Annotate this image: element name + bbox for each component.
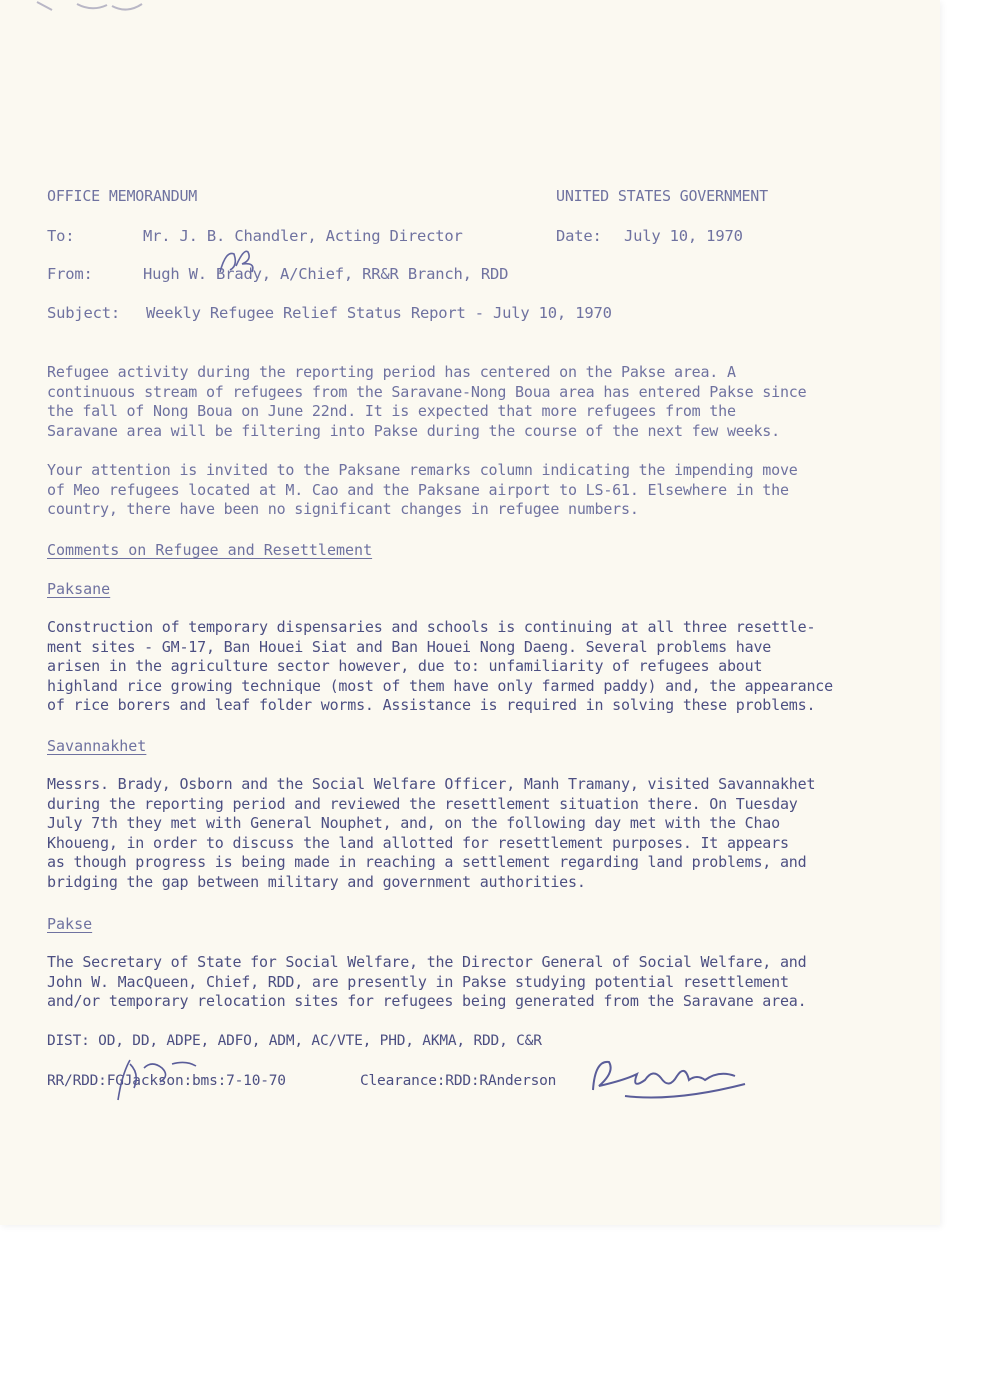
from-value: Hugh W. Brady, A/Chief, RR&R Branch, RDD — [143, 265, 509, 283]
text-line: bridging the gap between military and government authorities. — [47, 872, 586, 891]
text-line: continuous stream of refugees from the Saravane-Nong Boua area has entered Pakse since — [47, 382, 807, 401]
text-line: country, there have been no significant changes in refugee numbers. — [47, 500, 639, 519]
agency-label: UNITED STATES GOVERNMENT — [556, 187, 768, 205]
date-value: July 10, 1970 — [624, 227, 743, 245]
paragraph-attention — [47, 461, 917, 520]
savannakhet-heading: Savannakhet — [47, 737, 147, 755]
text-line: July 7th they met with General Nouphet, and, on the following day met with the Chao — [47, 814, 780, 833]
text-line: the fall of Nong Boua on June 22nd. It is expected that more refugees from the — [47, 402, 736, 421]
text-line: The Secretary of State for Social Welfare, the Director General of Social Welfare, and — [47, 953, 807, 971]
text-line: Your attention is invited to the Paksane remarks column indicating the impending move — [47, 461, 798, 479]
subject-label: Subject: — [47, 304, 121, 322]
text-line: Saravane area will be filtering into Pakse during the course of the next few weeks. — [47, 421, 780, 440]
to-value: Mr. J. B. Chandler, Acting Director — [143, 227, 463, 245]
text-line: Construction of temporary dispensaries and schools is continuing at all three resettle- — [47, 618, 816, 636]
date-label: Date: — [556, 227, 602, 245]
from-label: From: — [47, 265, 93, 283]
paragraph-pakse — [47, 953, 917, 1012]
text-line: arisen in the agriculture sector however, due to: unfamiliarity of refugees about — [47, 657, 763, 676]
memo-label: OFFICE MEMORANDUM — [47, 187, 198, 205]
pakse-heading: Pakse — [47, 915, 93, 933]
text-line: as though progress is being made in reaching a settlement regarding land problems, and — [47, 853, 807, 872]
text-line: of rice borers and leaf folder worms. Assistance is required in solving these problems. — [47, 696, 816, 715]
distribution-list: DIST: OD, DD, ADPE, ADFO, ADM, AC/VTE, PHD, AKMA, RDD, C&R — [47, 1033, 542, 1049]
clearance-line: Clearance:RDD:RAnderson — [360, 1073, 557, 1089]
text-line: Khoueng, in order to discuss the land allotted for resettlement purposes. It appears — [47, 833, 789, 852]
reference-initials: RR/RDD:FGJackson:bms:7-10-70 — [47, 1073, 286, 1089]
text-line: Messrs. Brady, Osborn and the Social Welfare Officer, Manh Tramany, visited Savannakhet — [47, 775, 816, 793]
paragraph-savannakhet — [47, 775, 917, 893]
text-line: and/or temporary relocation sites for refugees being generated from the Saravane area. — [47, 992, 807, 1011]
to-label: To: — [47, 227, 75, 245]
text-line: highland rice growing technique (most of them have only farmed paddy) and, the appearance — [47, 676, 833, 695]
paragraph-paksane — [47, 618, 917, 716]
section-heading: Comments on Refugee and Resettlement — [47, 541, 373, 559]
paksane-heading: Paksane — [47, 580, 111, 598]
paragraph-refugee-activity — [47, 363, 917, 441]
subject-value: Weekly Refugee Relief Status Report - July 10, 1970 — [146, 304, 612, 322]
text-line: during the reporting period and reviewed the resettlement situation there. On Tuesday — [47, 794, 798, 813]
text-line: John W. MacQueen, Chief, RDD, are presently in Pakse studying potential resettlement — [47, 972, 789, 991]
text-line: of Meo refugees located at M. Cao and the Paksane airport to LS-61. Elsewhere in the — [47, 480, 789, 499]
text-line: ment sites - GM-17, Ban Houei Siat and Ban Houei Nong Daeng. Several problems have — [47, 637, 772, 656]
text-line: Refugee activity during the reporting period has centered on the Pakse area. A — [47, 363, 736, 381]
